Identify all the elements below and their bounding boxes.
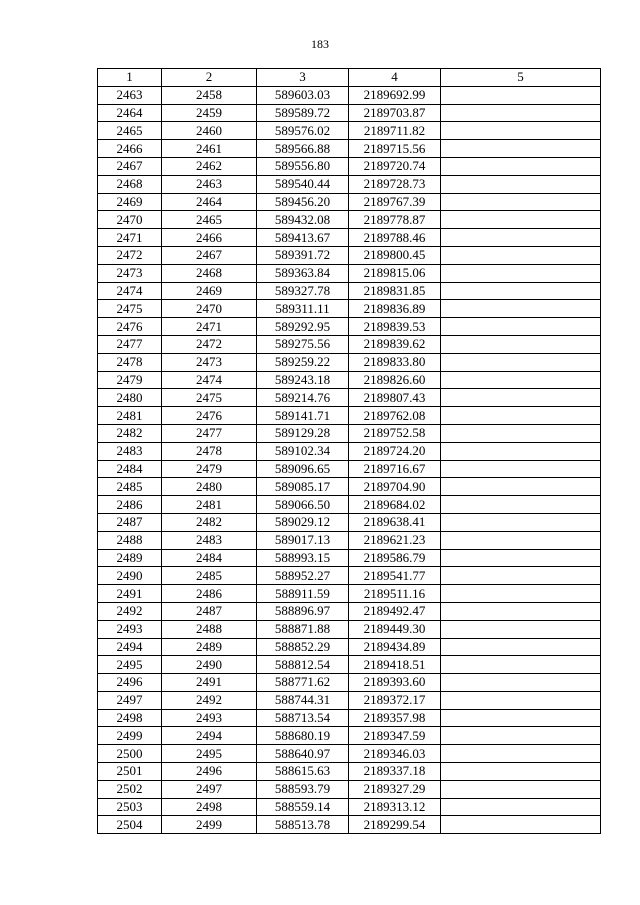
table-cell-col-3: 589085.17 (257, 478, 349, 496)
table-cell-col-3: 589292.95 (257, 318, 349, 336)
table-cell-col-2: 2468 (162, 264, 257, 282)
table-cell-col-4: 2189752.58 (349, 424, 441, 442)
table-cell-col-3: 589540.44 (257, 175, 349, 193)
table-cell-col-5 (441, 122, 601, 140)
table-cell-col-5 (441, 140, 601, 158)
table-row (98, 674, 601, 692)
table-cell-col-1: 2463 (98, 86, 162, 104)
table-cell-col-2: 2497 (162, 780, 257, 798)
table-cell-col-3: 589311.11 (257, 300, 349, 318)
table-cell-col-3: 588771.62 (257, 674, 349, 692)
table-cell-col-3: 589576.02 (257, 122, 349, 140)
table-cell-col-3: 589029.12 (257, 513, 349, 531)
table-row (98, 460, 601, 478)
table-cell-col-1: 2499 (98, 727, 162, 745)
table-cell-col-5 (441, 86, 601, 104)
table-cell-col-5 (441, 407, 601, 425)
table-cell-col-2: 2488 (162, 620, 257, 638)
table-cell-col-1: 2470 (98, 211, 162, 229)
table-cell-col-3: 589214.76 (257, 389, 349, 407)
table-cell-col-4: 2189716.67 (349, 460, 441, 478)
table-cell-col-4: 2189313.12 (349, 798, 441, 816)
coordinates-table (97, 68, 601, 834)
table-row (98, 86, 601, 104)
table-cell-col-4: 2189337.18 (349, 763, 441, 781)
table-cell-col-2: 2462 (162, 157, 257, 175)
table-cell-col-1: 2476 (98, 318, 162, 336)
table-row (98, 496, 601, 514)
table-row (98, 602, 601, 620)
table-cell-col-3: 588615.63 (257, 763, 349, 781)
table-cell-col-2: 2492 (162, 691, 257, 709)
table-cell-col-3: 589589.72 (257, 104, 349, 122)
table-cell-col-1: 2478 (98, 353, 162, 371)
table-cell-col-3: 589096.65 (257, 460, 349, 478)
table-cell-col-4: 2189833.80 (349, 353, 441, 371)
table-cell-col-2: 2465 (162, 211, 257, 229)
table-cell-col-4: 2189788.46 (349, 229, 441, 247)
table-row (98, 709, 601, 727)
table-cell-col-3: 589243.18 (257, 371, 349, 389)
table-cell-col-2: 2481 (162, 496, 257, 514)
table-cell-col-1: 2482 (98, 424, 162, 442)
table-cell-col-4: 2189638.41 (349, 513, 441, 531)
table-cell-col-2: 2460 (162, 122, 257, 140)
table-cell-col-5 (441, 193, 601, 211)
table-cell-col-3: 589129.28 (257, 424, 349, 442)
table-cell-col-2: 2469 (162, 282, 257, 300)
table-cell-col-3: 589391.72 (257, 246, 349, 264)
table-cell-col-3: 589556.80 (257, 157, 349, 175)
table-cell-col-4: 2189704.90 (349, 478, 441, 496)
table-cell-col-5 (441, 567, 601, 585)
table-cell-col-1: 2469 (98, 193, 162, 211)
table-row (98, 353, 601, 371)
table-cell-col-4: 2189492.47 (349, 602, 441, 620)
table-cell-col-1: 2464 (98, 104, 162, 122)
table-row (98, 780, 601, 798)
table-cell-col-4: 2189720.74 (349, 157, 441, 175)
table-cell-col-2: 2475 (162, 389, 257, 407)
table-cell-col-2: 2496 (162, 763, 257, 781)
table-cell-col-5 (441, 104, 601, 122)
table-row (98, 389, 601, 407)
table-cell-col-5 (441, 229, 601, 247)
table-cell-col-4: 2189815.06 (349, 264, 441, 282)
table-cell-col-3: 589566.88 (257, 140, 349, 158)
table-row (98, 656, 601, 674)
table-cell-col-2: 2494 (162, 727, 257, 745)
table-cell-col-2: 2486 (162, 585, 257, 603)
table-row (98, 585, 601, 603)
table-cell-col-4: 2189621.23 (349, 531, 441, 549)
table-cell-col-3: 588993.15 (257, 549, 349, 567)
table-cell-col-4: 2189327.29 (349, 780, 441, 798)
table-cell-col-3: 589017.13 (257, 531, 349, 549)
table-cell-col-1: 2467 (98, 157, 162, 175)
table-row (98, 122, 601, 140)
table-cell-col-1: 2486 (98, 496, 162, 514)
table-cell-col-5 (441, 282, 601, 300)
column-header-5: 5 (441, 69, 601, 87)
table-cell-col-5 (441, 389, 601, 407)
table-cell-col-5 (441, 318, 601, 336)
table-cell-col-2: 2483 (162, 531, 257, 549)
table-cell-col-1: 2477 (98, 335, 162, 353)
table-cell-col-2: 2459 (162, 104, 257, 122)
table-row (98, 157, 601, 175)
table-cell-col-4: 2189684.02 (349, 496, 441, 514)
table-cell-col-3: 589275.56 (257, 335, 349, 353)
table-cell-col-1: 2494 (98, 638, 162, 656)
table-cell-col-1: 2489 (98, 549, 162, 567)
table-cell-col-1: 2500 (98, 745, 162, 763)
table-cell-col-2: 2466 (162, 229, 257, 247)
table-cell-col-3: 588713.54 (257, 709, 349, 727)
table-cell-col-5 (441, 478, 601, 496)
table-cell-col-4: 2189449.30 (349, 620, 441, 638)
table-row (98, 175, 601, 193)
table-cell-col-4: 2189372.17 (349, 691, 441, 709)
table-cell-col-4: 2189836.89 (349, 300, 441, 318)
table-row (98, 638, 601, 656)
table-cell-col-2: 2499 (162, 816, 257, 834)
table-cell-col-4: 2189839.53 (349, 318, 441, 336)
table-cell-col-4: 2189418.51 (349, 656, 441, 674)
table-cell-col-2: 2489 (162, 638, 257, 656)
table-cell-col-3: 588871.88 (257, 620, 349, 638)
table-cell-col-4: 2189800.45 (349, 246, 441, 264)
table-cell-col-5 (441, 157, 601, 175)
table-cell-col-3: 588744.31 (257, 691, 349, 709)
table-cell-col-1: 2484 (98, 460, 162, 478)
column-header-3: 3 (257, 69, 349, 87)
table-cell-col-5 (441, 424, 601, 442)
table-cell-col-5 (441, 496, 601, 514)
table-cell-col-1: 2492 (98, 602, 162, 620)
table-cell-col-5 (441, 549, 601, 567)
table-cell-col-2: 2476 (162, 407, 257, 425)
table-cell-col-5 (441, 335, 601, 353)
table-cell-col-1: 2488 (98, 531, 162, 549)
table-cell-col-4: 2189434.89 (349, 638, 441, 656)
table-cell-col-5 (441, 727, 601, 745)
table-cell-col-3: 589066.50 (257, 496, 349, 514)
table-cell-col-2: 2498 (162, 798, 257, 816)
table-cell-col-1: 2501 (98, 763, 162, 781)
table-cell-col-2: 2478 (162, 442, 257, 460)
table-cell-col-5 (441, 656, 601, 674)
table-row (98, 620, 601, 638)
table-cell-col-2: 2477 (162, 424, 257, 442)
table-cell-col-2: 2473 (162, 353, 257, 371)
table-row (98, 335, 601, 353)
table-cell-col-1: 2503 (98, 798, 162, 816)
table-cell-col-1: 2493 (98, 620, 162, 638)
table-cell-col-1: 2466 (98, 140, 162, 158)
table-row (98, 816, 601, 834)
table-cell-col-2: 2482 (162, 513, 257, 531)
table-row (98, 531, 601, 549)
table-row (98, 478, 601, 496)
table-cell-col-1: 2491 (98, 585, 162, 603)
table-cell-col-3: 589141.71 (257, 407, 349, 425)
table-cell-col-1: 2465 (98, 122, 162, 140)
table-row (98, 513, 601, 531)
table-cell-col-5 (441, 585, 601, 603)
table-cell-col-2: 2471 (162, 318, 257, 336)
table-cell-col-3: 588680.19 (257, 727, 349, 745)
table-row (98, 549, 601, 567)
table-cell-col-1: 2471 (98, 229, 162, 247)
table-cell-col-1: 2497 (98, 691, 162, 709)
table-cell-col-4: 2189839.62 (349, 335, 441, 353)
table-cell-col-2: 2463 (162, 175, 257, 193)
table-cell-col-5 (441, 816, 601, 834)
table-cell-col-3: 588640.97 (257, 745, 349, 763)
table-cell-col-4: 2189393.60 (349, 674, 441, 692)
table-cell-col-2: 2480 (162, 478, 257, 496)
table-cell-col-4: 2189762.08 (349, 407, 441, 425)
table-cell-col-1: 2472 (98, 246, 162, 264)
table-cell-col-2: 2490 (162, 656, 257, 674)
table-cell-col-2: 2485 (162, 567, 257, 585)
table-cell-col-5 (441, 620, 601, 638)
table-row (98, 193, 601, 211)
table-cell-col-5 (441, 513, 601, 531)
table-cell-col-3: 588812.54 (257, 656, 349, 674)
table-cell-col-3: 589259.22 (257, 353, 349, 371)
table-cell-col-5 (441, 531, 601, 549)
table-row (98, 424, 601, 442)
table-row (98, 300, 601, 318)
table-cell-col-5 (441, 709, 601, 727)
table-cell-col-5 (441, 460, 601, 478)
table-cell-col-2: 2487 (162, 602, 257, 620)
table-row (98, 798, 601, 816)
table-cell-col-5 (441, 371, 601, 389)
table-cell-col-4: 2189728.73 (349, 175, 441, 193)
table-cell-col-4: 2189703.87 (349, 104, 441, 122)
table-row (98, 264, 601, 282)
table-cell-col-2: 2479 (162, 460, 257, 478)
table-cell-col-1: 2480 (98, 389, 162, 407)
table-cell-col-1: 2495 (98, 656, 162, 674)
page-number: 183 (311, 37, 329, 51)
table-row (98, 442, 601, 460)
table-cell-col-4: 2189347.59 (349, 727, 441, 745)
table-cell-col-4: 2189299.54 (349, 816, 441, 834)
table-cell-col-2: 2461 (162, 140, 257, 158)
table-cell-col-5 (441, 691, 601, 709)
table-row (98, 763, 601, 781)
table-cell-col-3: 589603.03 (257, 86, 349, 104)
table-row (98, 229, 601, 247)
table-cell-col-5 (441, 211, 601, 229)
table-cell-col-1: 2485 (98, 478, 162, 496)
table-cell-col-1: 2481 (98, 407, 162, 425)
table-cell-col-5 (441, 353, 601, 371)
table-row (98, 691, 601, 709)
table-row (98, 371, 601, 389)
table-row (98, 407, 601, 425)
table-cell-col-2: 2467 (162, 246, 257, 264)
table-cell-col-5 (441, 264, 601, 282)
table-body (98, 86, 601, 833)
table-row (98, 318, 601, 336)
table-row (98, 104, 601, 122)
table-row (98, 745, 601, 763)
table-cell-col-4: 2189711.82 (349, 122, 441, 140)
table-row (98, 211, 601, 229)
table-cell-col-5 (441, 780, 601, 798)
table-cell-col-3: 588952.27 (257, 567, 349, 585)
column-header-4: 4 (349, 69, 441, 87)
table-cell-col-5 (441, 745, 601, 763)
table-cell-col-3: 589432.08 (257, 211, 349, 229)
table-cell-col-1: 2496 (98, 674, 162, 692)
table-row (98, 140, 601, 158)
table-cell-col-4: 2189724.20 (349, 442, 441, 460)
table-cell-col-1: 2498 (98, 709, 162, 727)
table-cell-col-5 (441, 300, 601, 318)
table-cell-col-1: 2479 (98, 371, 162, 389)
table-cell-col-4: 2189715.56 (349, 140, 441, 158)
table-cell-col-5 (441, 763, 601, 781)
table-cell-col-2: 2495 (162, 745, 257, 763)
column-header-2: 2 (162, 69, 257, 87)
table-cell-col-2: 2464 (162, 193, 257, 211)
table-cell-col-2: 2493 (162, 709, 257, 727)
table-cell-col-4: 2189767.39 (349, 193, 441, 211)
table-header-row (98, 69, 601, 87)
table-row (98, 567, 601, 585)
table-cell-col-5 (441, 175, 601, 193)
table-cell-col-2: 2484 (162, 549, 257, 567)
column-header-1: 1 (98, 69, 162, 87)
table-row (98, 282, 601, 300)
table-cell-col-3: 588559.14 (257, 798, 349, 816)
table-cell-col-1: 2468 (98, 175, 162, 193)
table-cell-col-3: 588513.78 (257, 816, 349, 834)
table-cell-col-4: 2189346.03 (349, 745, 441, 763)
table-cell-col-5 (441, 674, 601, 692)
table-cell-col-1: 2483 (98, 442, 162, 460)
table-cell-col-4: 2189826.60 (349, 371, 441, 389)
table-cell-col-1: 2487 (98, 513, 162, 531)
table-cell-col-5 (441, 442, 601, 460)
table-cell-col-2: 2472 (162, 335, 257, 353)
table-cell-col-2: 2470 (162, 300, 257, 318)
table-cell-col-4: 2189511.16 (349, 585, 441, 603)
table-cell-col-3: 589413.67 (257, 229, 349, 247)
table-cell-col-3: 588911.59 (257, 585, 349, 603)
table-cell-col-1: 2490 (98, 567, 162, 585)
table-cell-col-3: 589456.20 (257, 193, 349, 211)
table-cell-col-5 (441, 602, 601, 620)
table-cell-col-3: 589327.78 (257, 282, 349, 300)
table-cell-col-1: 2473 (98, 264, 162, 282)
table-cell-col-1: 2474 (98, 282, 162, 300)
table-cell-col-3: 589363.84 (257, 264, 349, 282)
table-cell-col-2: 2458 (162, 86, 257, 104)
table-cell-col-1: 2502 (98, 780, 162, 798)
table-cell-col-4: 2189778.87 (349, 211, 441, 229)
table-cell-col-3: 588852.29 (257, 638, 349, 656)
table-row (98, 727, 601, 745)
table-row (98, 246, 601, 264)
table-cell-col-4: 2189357.98 (349, 709, 441, 727)
table-cell-col-1: 2504 (98, 816, 162, 834)
table-cell-col-5 (441, 798, 601, 816)
table-cell-col-5 (441, 246, 601, 264)
table-cell-col-1: 2475 (98, 300, 162, 318)
table-cell-col-4: 2189541.77 (349, 567, 441, 585)
table-cell-col-4: 2189807.43 (349, 389, 441, 407)
table-cell-col-4: 2189831.85 (349, 282, 441, 300)
table-cell-col-3: 588896.97 (257, 602, 349, 620)
table-cell-col-5 (441, 638, 601, 656)
table-cell-col-2: 2491 (162, 674, 257, 692)
table-cell-col-3: 589102.34 (257, 442, 349, 460)
table-cell-col-4: 2189692.99 (349, 86, 441, 104)
table-cell-col-4: 2189586.79 (349, 549, 441, 567)
table-cell-col-3: 588593.79 (257, 780, 349, 798)
table-cell-col-2: 2474 (162, 371, 257, 389)
